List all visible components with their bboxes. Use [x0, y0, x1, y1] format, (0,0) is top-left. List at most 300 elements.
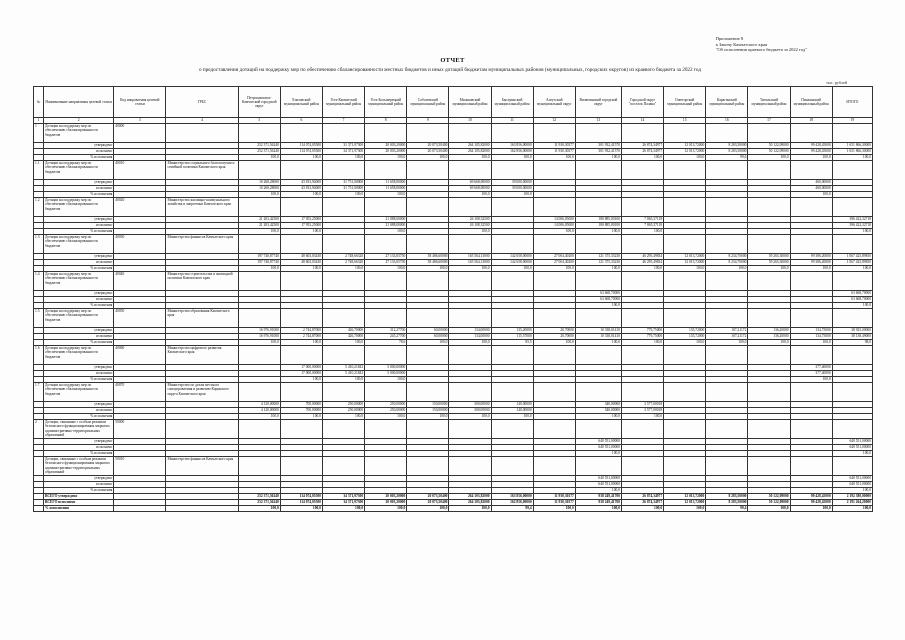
row-name: Дотации на поддержку мер по обеспечению сбалансированности бюджетов — [44, 346, 114, 365]
percent-cell-8: 100,0 — [365, 377, 407, 383]
approved-cell-9: 60,00000 — [407, 328, 449, 334]
executed-cell-17: 59 265,30000 — [748, 260, 790, 266]
percent-cell-5: 100,0 — [238, 229, 280, 235]
row-name: Дотации на поддержку мер по обеспечению сбалансированности бюджетов — [44, 161, 114, 180]
section-blank-cell-5 — [238, 346, 280, 365]
section-blank-cell-16 — [706, 383, 748, 402]
approved-cell-15: 12 013,72000 — [664, 143, 706, 149]
total-label: ВСЕГО утверждено — [44, 494, 114, 500]
total-executed-cell-10: 264 105,82000 — [449, 500, 491, 506]
executed-cell-5: 16 976,91000 — [238, 334, 280, 340]
approved-cell-16: 8 283,50000 — [706, 143, 748, 149]
approved-cell-8: 5 000,00000 — [365, 365, 407, 371]
row-type-label: % исполнения — [44, 192, 114, 198]
total-approved-cell-8: 20 003,20000 — [365, 494, 407, 500]
approved-cell-8: 312,27700 — [365, 328, 407, 334]
row-name: Дотации на поддержку мер по обеспечению сбалансированности бюджетов — [44, 383, 114, 402]
row-grbs: Министерство финансов Камчатского края — [166, 235, 238, 254]
column-header-17: Тигильский муниципальный район — [748, 87, 790, 118]
approved-cell-8: 11 658,00000 — [365, 180, 407, 186]
section-blank-cell-11 — [491, 383, 533, 402]
percent-cell-6: 100,0 — [280, 414, 322, 420]
executed-cell-11: 162 856,00000 — [491, 149, 533, 155]
column-header-13: Вилючинский городской округ — [575, 87, 621, 118]
row-code: 40000 — [114, 124, 166, 143]
section-blank-cell-18 — [790, 346, 832, 365]
section-blank-cell-11 — [491, 161, 533, 180]
percent-cell-13: 100,0 — [575, 155, 621, 161]
approved-cell-5: 252 371,56240 — [238, 143, 280, 149]
table-row — [34, 309, 873, 328]
column-number-8: 8 — [365, 118, 407, 124]
percent-cell-18: 100,0 — [790, 192, 832, 198]
total-percent-cell-6: 100,0 — [280, 506, 322, 512]
executed-cell-19: 396 422,32718 — [832, 223, 872, 229]
executed-cell-5: 4 120,00000 — [238, 408, 280, 414]
section-blank-cell-9 — [407, 457, 449, 476]
section-blank-cell-16 — [706, 272, 748, 291]
executed-cell-9: 150,00000 — [407, 408, 449, 414]
row-grbs: Министерство строительства и жилищной политики Камчатского края — [166, 272, 238, 291]
row-number: 2 — [34, 420, 44, 439]
section-blank-cell-17 — [748, 161, 790, 180]
row-type-label: исполнено — [44, 223, 114, 229]
section-blank-cell-15 — [664, 124, 706, 143]
percent-cell-17: 100,0 — [748, 155, 790, 161]
table-row — [34, 161, 873, 180]
total-approved-cell-15: 12 013,72000 — [664, 494, 706, 500]
total-percent-cell-13: 100,0 — [575, 506, 621, 512]
column-header-9: Соболевский муниципальный район — [407, 87, 449, 118]
column-number-12: 12 — [533, 118, 575, 124]
percent-cell-13: 100,0 — [575, 414, 621, 420]
row-type-label: утверждено — [44, 180, 114, 186]
column-number-1: 1 — [34, 118, 44, 124]
executed-cell-10: 264 105,82000 — [449, 149, 491, 155]
section-blank-cell-10 — [449, 420, 491, 439]
section-blank-cell-10 — [449, 124, 491, 143]
section-blank-cell-13 — [575, 272, 621, 291]
section-blank-cell-15 — [664, 272, 706, 291]
percent-cell-5: 100,0 — [238, 266, 280, 272]
table-row — [34, 383, 873, 402]
executed-cell-5: 10 268,28000 — [238, 186, 280, 192]
table-row — [34, 346, 873, 365]
row-name: Дотации, связанные с особым режимом безопасного функционирования закрытых административно-территориальных образований — [44, 457, 114, 476]
row-type-label: % исполнения — [44, 451, 114, 457]
percent-cell-11: 100,0 — [491, 155, 533, 161]
column-header-4: ГРБС — [166, 87, 238, 118]
row-number: 1.2 — [34, 198, 44, 217]
percent-cell-19: 100,0 — [832, 229, 872, 235]
executed-cell-8: 11 658,00000 — [365, 186, 407, 192]
approved-cell-19: 63 668,70000 — [832, 291, 872, 297]
total-executed-cell-15: 12 013,72000 — [664, 500, 706, 506]
approved-cell-6: 17 953,25000 — [280, 217, 322, 223]
section-blank-cell-13 — [575, 161, 621, 180]
approved-cell-12: 14 006,05000 — [533, 217, 575, 223]
column-header-6: Елизовский муниципальный район — [280, 87, 322, 118]
section-blank-cell-7 — [322, 161, 364, 180]
section-blank-cell-18 — [790, 420, 832, 439]
executed-cell-18: 99 428,45000 — [790, 149, 832, 155]
approved-cell-10: 300,00000 — [449, 402, 491, 408]
approved-cell-15: 12 013,72000 — [664, 254, 706, 260]
section-blank-cell-8 — [365, 457, 407, 476]
percent-cell-7: 100,0 — [322, 340, 364, 346]
document-subtitle: о предоставлении дотаций на поддержку мер по обеспечению сбалансированности местных бюджетов и иных дотаций бюджетам муниципальных районов (муниципальных, городских округов) из краевого бюджета за 2022 год — [198, 67, 701, 73]
section-blank-cell-16 — [706, 420, 748, 439]
total-executed-cell-8: 20 003,20000 — [365, 500, 407, 506]
approved-cell-11: 135,20000 — [491, 328, 533, 334]
section-blank-cell-14 — [621, 346, 663, 365]
percent-cell-13: 100,0 — [575, 488, 621, 494]
section-blank-cell-8 — [365, 198, 407, 217]
section-blank-cell-13 — [575, 457, 621, 476]
approved-cell-8: 27 133,05750 — [365, 254, 407, 260]
approved-cell-7: 31 751,00000 — [322, 180, 364, 186]
section-blank-cell-15 — [664, 457, 706, 476]
total-label: % исполнения — [44, 506, 114, 512]
executed-cell-7: 34 371,97300 — [322, 149, 364, 155]
approved-cell-5: 197 740,87740 — [238, 254, 280, 260]
executed-cell-9: 58 486,60000 — [407, 260, 449, 266]
total-executed-cell-19: 2 191 264,20000 — [832, 500, 872, 506]
row-number: 1.7 — [34, 383, 44, 402]
approved-cell-9: 20 073,50400 — [407, 143, 449, 149]
total-executed-cell-6: 114 074,05500 — [280, 500, 322, 506]
total-percent-cell-15: 100,0 — [664, 506, 706, 512]
total-executed-cell-17: 50 122,09000 — [748, 500, 790, 506]
approved-cell-9: 150,00000 — [407, 402, 449, 408]
total-percent-cell-19: 100,0 — [832, 506, 872, 512]
percent-cell-10: 100,0 — [449, 192, 491, 198]
total-percent-cell-17: 100,0 — [748, 506, 790, 512]
section-blank-cell-6 — [280, 124, 322, 143]
executed-cell-19: 1 067 425,89850 — [832, 260, 872, 266]
executed-cell-8: 245,27700 — [365, 334, 407, 340]
approved-cell-13: 63 668,70000 — [575, 291, 621, 297]
approved-cell-7: 5 410,21843 — [322, 365, 364, 371]
section-blank-cell-9 — [407, 383, 449, 402]
approved-cell-13: 180 885,00100 — [575, 217, 621, 223]
section-blank-cell-16 — [706, 124, 748, 143]
total-approved-cell-16: 8 283,50000 — [706, 494, 748, 500]
section-blank-cell-10 — [449, 346, 491, 365]
total-approved-cell-5: 252 371,56240 — [238, 494, 280, 500]
column-header-7: Усть-Камчатский муниципальный район — [322, 87, 364, 118]
total-percent-cell-12: 100,0 — [533, 506, 575, 512]
section-blank-cell-7 — [322, 420, 364, 439]
approved-cell-10: 69 668,00000 — [449, 180, 491, 186]
total-approved-cell-12: 11 930,30377 — [533, 494, 575, 500]
row-grbs — [166, 124, 238, 143]
section-blank-cell-18 — [790, 383, 832, 402]
column-number-17: 17 — [748, 118, 790, 124]
executed-cell-10: 134,00000 — [449, 334, 491, 340]
approved-cell-14: 26 874,34977 — [621, 143, 663, 149]
percent-cell-11: 100,0 — [491, 414, 533, 420]
section-blank-cell-16 — [706, 457, 748, 476]
executed-cell-6: 17 953,25000 — [280, 223, 322, 229]
percent-cell-6: 100,0 — [280, 155, 322, 161]
section-blank-cell-10 — [449, 383, 491, 402]
total-label: ВСЕГО исполнено — [44, 500, 114, 506]
section-blank-cell-12 — [533, 309, 575, 328]
percent-cell-15: 100,0 — [664, 266, 706, 272]
appendix-note — [716, 36, 807, 53]
row-name: Дотации на поддержку мер по обеспечению сбалансированности бюджетов — [44, 198, 114, 217]
executed-cell-9: 20 073,50400 — [407, 149, 449, 155]
total-percent-cell-8: 100,0 — [365, 506, 407, 512]
approved-cell-5: 21 203,42500 — [238, 217, 280, 223]
executed-cell-8: 5 000,00000 — [365, 371, 407, 377]
section-blank-cell-11 — [491, 420, 533, 439]
section-blank-cell-7 — [322, 346, 364, 365]
section-blank-cell-8 — [365, 383, 407, 402]
total-percent-cell-14: 100,0 — [621, 506, 663, 512]
executed-cell-14: 26 874,34977 — [621, 149, 663, 155]
total-approved-cell-10: 264 105,82000 — [449, 494, 491, 500]
approved-cell-19: 640 551,00000 — [832, 439, 872, 445]
executed-cell-12: 11 930,30377 — [533, 149, 575, 155]
section-blank-cell-17 — [748, 457, 790, 476]
percent-cell-7: 100,0 — [322, 266, 364, 272]
units-label: тыс. рублей — [826, 80, 847, 85]
section-blank-cell-19 — [832, 161, 872, 180]
section-blank-cell-6 — [280, 420, 322, 439]
approved-cell-6: 2 744,87000 — [280, 328, 322, 334]
section-blank-cell-15 — [664, 235, 706, 254]
section-blank-cell-15 — [664, 420, 706, 439]
section-blank-cell-15 — [664, 383, 706, 402]
percent-cell-14: 100,0 — [621, 229, 663, 235]
approved-cell-8: 20 003,20000 — [365, 143, 407, 149]
row-type-label: % исполнения — [44, 229, 114, 235]
row-name: Дотации на поддержку мер по обеспечению сбалансированности бюджетов — [44, 235, 114, 254]
executed-cell-13: 63 668,70000 — [575, 297, 621, 303]
table-row — [34, 235, 873, 254]
percent-cell-12: 100,0 — [533, 229, 575, 235]
approved-cell-7: 2 748,66320 — [322, 254, 364, 260]
section-blank-cell-12 — [533, 235, 575, 254]
section-blank-cell-15 — [664, 346, 706, 365]
executed-cell-10: 165 564,13000 — [449, 260, 491, 266]
row-type-label: % исполнения — [44, 266, 114, 272]
section-blank-cell-10 — [449, 161, 491, 180]
executed-cell-7: 426,70000 — [322, 334, 364, 340]
percent-cell-7: 100,0 — [322, 192, 364, 198]
section-blank-cell-9 — [407, 309, 449, 328]
percent-cell-17: 100,0 — [748, 266, 790, 272]
total-percent-cell-18: 100,0 — [790, 506, 832, 512]
percent-cell-10: 100,0 — [449, 340, 491, 346]
section-blank-cell-18 — [790, 272, 832, 291]
section-blank-cell-17 — [748, 309, 790, 328]
approved-cell-18: 99 428,45000 — [790, 143, 832, 149]
total-approved-cell-18: 99 428,45000 — [790, 494, 832, 500]
total-percent-cell-9: 100,0 — [407, 506, 449, 512]
section-blank-cell-17 — [748, 124, 790, 143]
section-blank-cell-18 — [790, 457, 832, 476]
row-code: 40070 — [114, 383, 166, 402]
row-code: 40010 — [114, 161, 166, 180]
section-blank-cell-18 — [790, 198, 832, 217]
section-blank-cell-13 — [575, 235, 621, 254]
percent-cell-9: 100,0 — [407, 340, 449, 346]
section-blank-cell-9 — [407, 420, 449, 439]
row-type-label: % исполнения — [44, 340, 114, 346]
column-number-14: 14 — [621, 118, 663, 124]
approved-cell-12: 20,70000 — [533, 328, 575, 334]
approved-cell-9: 58 486,60000 — [407, 254, 449, 260]
table-body — [34, 124, 873, 512]
section-blank-cell-13 — [575, 198, 621, 217]
approved-cell-14: 779,75000 — [621, 328, 663, 334]
row-type-label: исполнено — [44, 408, 114, 414]
section-blank-cell-6 — [280, 235, 322, 254]
section-blank-cell-7 — [322, 235, 364, 254]
executed-cell-9: 60,00000 — [407, 334, 449, 340]
column-number-3: 3 — [114, 118, 166, 124]
section-blank-cell-14 — [621, 235, 663, 254]
section-blank-cell-5 — [238, 235, 280, 254]
table-row — [34, 198, 873, 217]
section-blank-cell-14 — [621, 272, 663, 291]
section-blank-cell-11 — [491, 272, 533, 291]
row-type-label: утверждено — [44, 254, 114, 260]
total-executed-cell-16: 8 283,50000 — [706, 500, 748, 506]
total-approved-cell-17: 50 122,09000 — [748, 494, 790, 500]
row-number: 1.1 — [34, 161, 44, 180]
column-header-16: Карагинский муниципальный район — [706, 87, 748, 118]
section-blank-cell-6 — [280, 383, 322, 402]
row-name: Дотации, связанные с особым режимом безопасного функционирования закрытых административно-территориальных образований — [44, 420, 114, 439]
section-blank-cell-5 — [238, 309, 280, 328]
section-blank-cell-14 — [621, 383, 663, 402]
approved-cell-16: 107,21172 — [706, 328, 748, 334]
executed-cell-6: 43 813,94000 — [280, 186, 322, 192]
total-percent-cell-10: 100,0 — [449, 506, 491, 512]
percent-cell-18: 100,0 — [790, 266, 832, 272]
percent-cell-13: 100,0 — [575, 340, 621, 346]
approved-cell-19: 640 551,00000 — [832, 476, 872, 482]
approved-cell-19: 396 422,32718 — [832, 217, 872, 223]
executed-cell-12: 20,70000 — [533, 334, 575, 340]
section-blank-cell-9 — [407, 272, 449, 291]
section-blank-cell-12 — [533, 198, 575, 217]
section-blank-cell-8 — [365, 124, 407, 143]
total-approved-cell-9: 20 073,50400 — [407, 494, 449, 500]
table-row — [34, 420, 873, 439]
percent-cell-5: 100,0 — [238, 414, 280, 420]
section-blank-cell-9 — [407, 198, 449, 217]
section-blank-cell-8 — [365, 309, 407, 328]
approved-cell-18: 460,00000 — [790, 180, 832, 186]
section-blank-cell-17 — [748, 346, 790, 365]
section-blank-cell-13 — [575, 346, 621, 365]
report-table — [33, 86, 873, 512]
percent-cell-7: 100,0 — [322, 155, 364, 161]
table-row — [34, 124, 873, 143]
executed-cell-8: 250,00000 — [365, 408, 407, 414]
executed-cell-18: 377,40000 — [790, 371, 832, 377]
executed-cell-10: 26 108,32500 — [449, 223, 491, 229]
percent-cell-12: 100,0 — [533, 155, 575, 161]
total-approved-cell-6: 114 074,05500 — [280, 494, 322, 500]
percent-cell-17: 100,0 — [748, 340, 790, 346]
row-number — [34, 506, 44, 512]
approved-cell-19: 38 925,00000 — [832, 328, 872, 334]
section-blank-cell-16 — [706, 346, 748, 365]
section-blank-cell-19 — [832, 235, 872, 254]
approved-cell-6: 17 000,00000 — [280, 365, 322, 371]
percent-cell-11: 85,5 — [491, 340, 533, 346]
executed-cell-18: 134,75000 — [790, 334, 832, 340]
section-blank-cell-14 — [621, 309, 663, 328]
column-number-4: 4 — [166, 118, 238, 124]
column-number-18: 18 — [790, 118, 832, 124]
executed-cell-19: 640 551,00000 — [832, 482, 872, 488]
executed-cell-6: 17 000,00000 — [280, 371, 322, 377]
approved-cell-14: 3 577,00018 — [621, 402, 663, 408]
section-blank-cell-17 — [748, 235, 790, 254]
approved-cell-18: 134,75000 — [790, 328, 832, 334]
column-header-14: Городской округ "поселок Палана" — [621, 87, 663, 118]
row-number: 1.4 — [34, 272, 44, 291]
approved-cell-17: 136,20000 — [748, 328, 790, 334]
column-number-5: 5 — [238, 118, 280, 124]
total-executed-cell-9: 20 073,50400 — [407, 500, 449, 506]
approved-cell-11: 142 658,00000 — [491, 254, 533, 260]
total-percent-cell-5: 100,0 — [238, 506, 280, 512]
row-grbs: Министерство образования Камчатского края — [166, 309, 238, 328]
percent-cell-18: 100,0 — [790, 340, 832, 346]
table-row — [34, 457, 873, 476]
percent-cell-10: 100,0 — [449, 229, 491, 235]
section-blank-cell-10 — [449, 272, 491, 291]
row-type-label: утверждено — [44, 476, 114, 482]
section-blank-cell-7 — [322, 457, 364, 476]
table-row — [34, 272, 873, 291]
section-blank-cell-17 — [748, 420, 790, 439]
percent-cell-5: 100,0 — [238, 155, 280, 161]
section-blank-cell-5 — [238, 198, 280, 217]
total-row — [34, 506, 873, 512]
percent-cell-11: 100,0 — [491, 266, 533, 272]
executed-cell-11: 142 658,00000 — [491, 260, 533, 266]
column-header-18: Пенжинский муниципальный район — [790, 87, 832, 118]
approved-cell-5: 4 120,00000 — [238, 402, 280, 408]
section-blank-cell-7 — [322, 272, 364, 291]
section-blank-cell-16 — [706, 198, 748, 217]
column-number-19: 19 — [832, 118, 872, 124]
executed-cell-13: 180 885,00100 — [575, 223, 621, 229]
executed-cell-10: 300,00000 — [449, 408, 491, 414]
section-blank-cell-6 — [280, 309, 322, 328]
percent-cell-19: 100,0 — [832, 266, 872, 272]
column-header-8: Усть-Большерецкий муниципальный район — [365, 87, 407, 118]
section-blank-cell-15 — [664, 309, 706, 328]
approved-cell-10: 26 108,32500 — [449, 217, 491, 223]
executed-cell-5: 197 740,87740 — [238, 260, 280, 266]
executed-cell-17: 50 122,09000 — [748, 149, 790, 155]
executed-cell-16: 107,21172 — [706, 334, 748, 340]
approved-cell-8: 21 088,00000 — [365, 217, 407, 223]
row-type-label: % исполнения — [44, 377, 114, 383]
column-number-6: 6 — [280, 118, 322, 124]
total-percent-cell-16: 99,4 — [706, 506, 748, 512]
